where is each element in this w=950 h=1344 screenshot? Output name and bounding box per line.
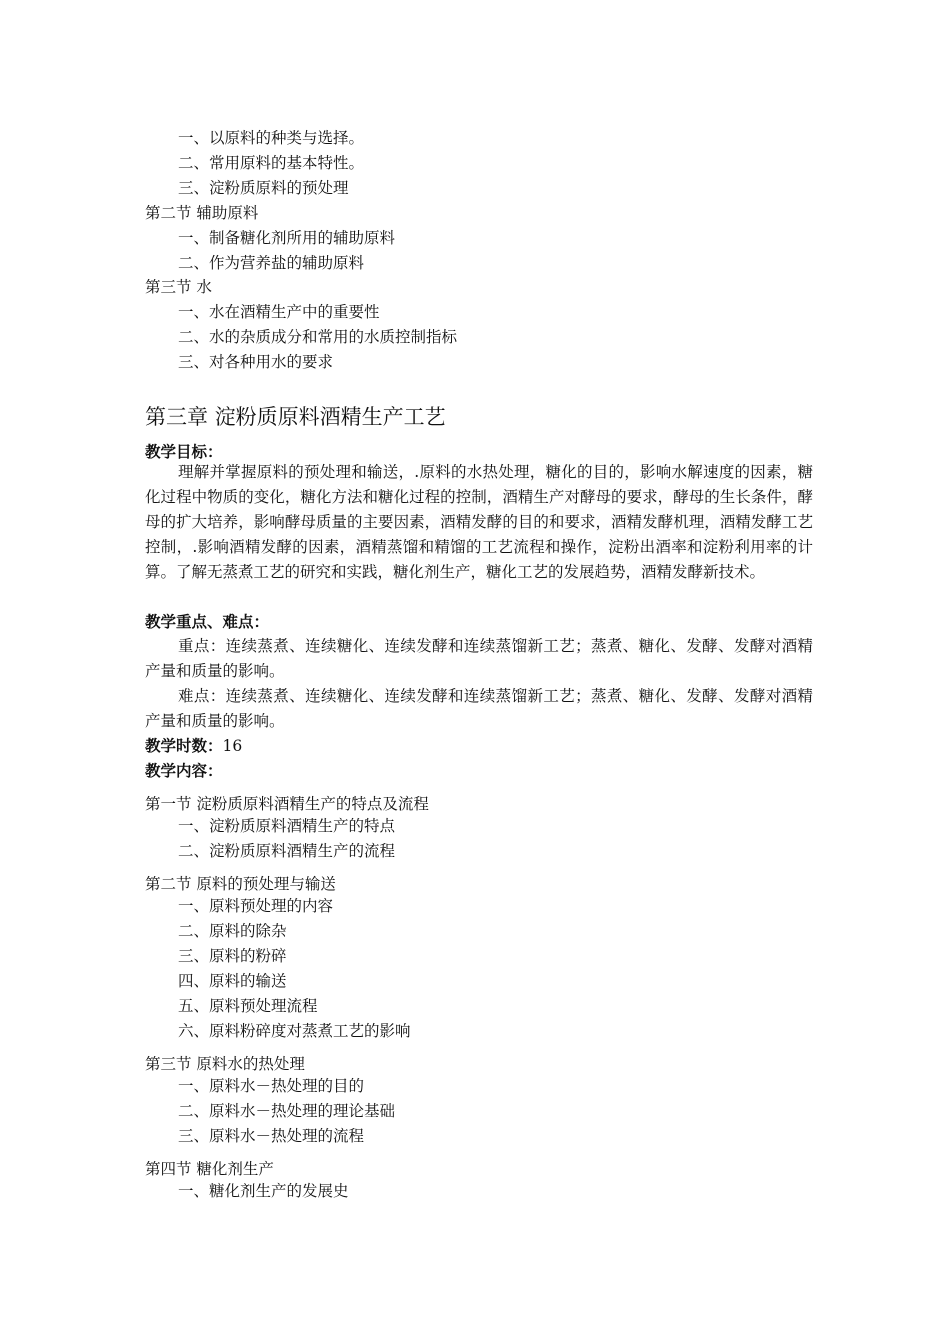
toc-item: 三、对各种用水的要求: [178, 353, 334, 371]
toc-item: 三、原料的粉碎: [178, 947, 287, 965]
toc-item: 四、原料的输送: [178, 972, 287, 990]
hours-label: 教学时数：: [145, 736, 223, 755]
toc-item: 一、水在酒精生产中的重要性: [178, 303, 380, 321]
toc-item: 二、原料水－热处理的理论基础: [178, 1102, 396, 1120]
goal-paragraph: 理解并掌握原料的预处理和输送，.原料的水热处理，糖化的目的，影响水解速度的因素，糖化过程中物质的变化，糖化方法和糖化过程的控制，酒精生产对酵母的要求，酵母的生长条件，酵母的扩大培养，影响酵母质量的主要因素，酒精发酵的目的和要求，酒精发酵机理，酒精发酵工艺控制，.影响酒精发酵的因素，酒精蒸馏和精馏的工艺流程和操作，淀粉出酒率和淀粉利用率的计算。了解无蒸煮工艺的研究和实践，糖化剂生产，糖化工艺的发展趋势，酒精发酵新技术。: [145, 463, 813, 581]
section-heading: 第三节 水: [145, 278, 212, 296]
toc-item: 二、作为营养盐的辅助原料: [178, 254, 365, 272]
toc-item: 二、常用原料的基本特性。: [178, 154, 365, 172]
key-paragraph: 重点：连续蒸煮、连续糖化、连续发酵和连续蒸馏新工艺；蒸煮、糖化、发酵、发酵对酒精产量和质量的影响。: [145, 637, 813, 680]
toc-item: 三、淀粉质原料的预处理: [178, 179, 349, 197]
difficulty-paragraph: 难点：连续蒸煮、连续糖化、连续发酵和连续蒸馏新工艺；蒸煮、糖化、发酵、发酵对酒精产量和质量的影响。: [145, 687, 813, 730]
section-heading: 第二节 原料的预处理与输送: [145, 875, 336, 893]
toc-item: 二、淀粉质原料酒精生产的流程: [178, 842, 396, 860]
goal-label: 教学目标：: [145, 442, 223, 461]
key-label: 教学重点、难点：: [145, 612, 270, 631]
toc-item: 一、制备糖化剂所用的辅助原料: [178, 229, 396, 247]
hours-value: 16: [222, 737, 243, 755]
section-heading: 第三节 原料水的热处理: [145, 1055, 305, 1073]
toc-item: 一、原料水－热处理的目的: [178, 1077, 365, 1095]
content-label: 教学内容：: [145, 761, 223, 780]
toc-item: 一、淀粉质原料酒精生产的特点: [178, 817, 396, 835]
section-heading: 第二节 辅助原料: [145, 204, 259, 222]
toc-item: 二、原料的除杂: [178, 922, 287, 940]
section-heading: 第四节 糖化剂生产: [145, 1160, 274, 1178]
hours-line: [145, 736, 242, 756]
toc-item: 一、原料预处理的内容: [178, 897, 334, 915]
toc-item: 六、原料粉碎度对蒸煮工艺的影响: [178, 1022, 411, 1040]
toc-item: 五、原料预处理流程: [178, 997, 318, 1015]
toc-item: 一、糖化剂生产的发展史: [178, 1182, 349, 1200]
toc-item: 三、原料水－热处理的流程: [178, 1127, 365, 1145]
chapter-title: 第三章 淀粉质原料酒精生产工艺: [145, 405, 446, 429]
toc-item: 一、以原料的种类与选择。: [178, 129, 365, 147]
section-heading: 第一节 淀粉质原料酒精生产的特点及流程: [145, 795, 429, 813]
toc-item: 二、水的杂质成分和常用的水质控制指标: [178, 328, 458, 346]
